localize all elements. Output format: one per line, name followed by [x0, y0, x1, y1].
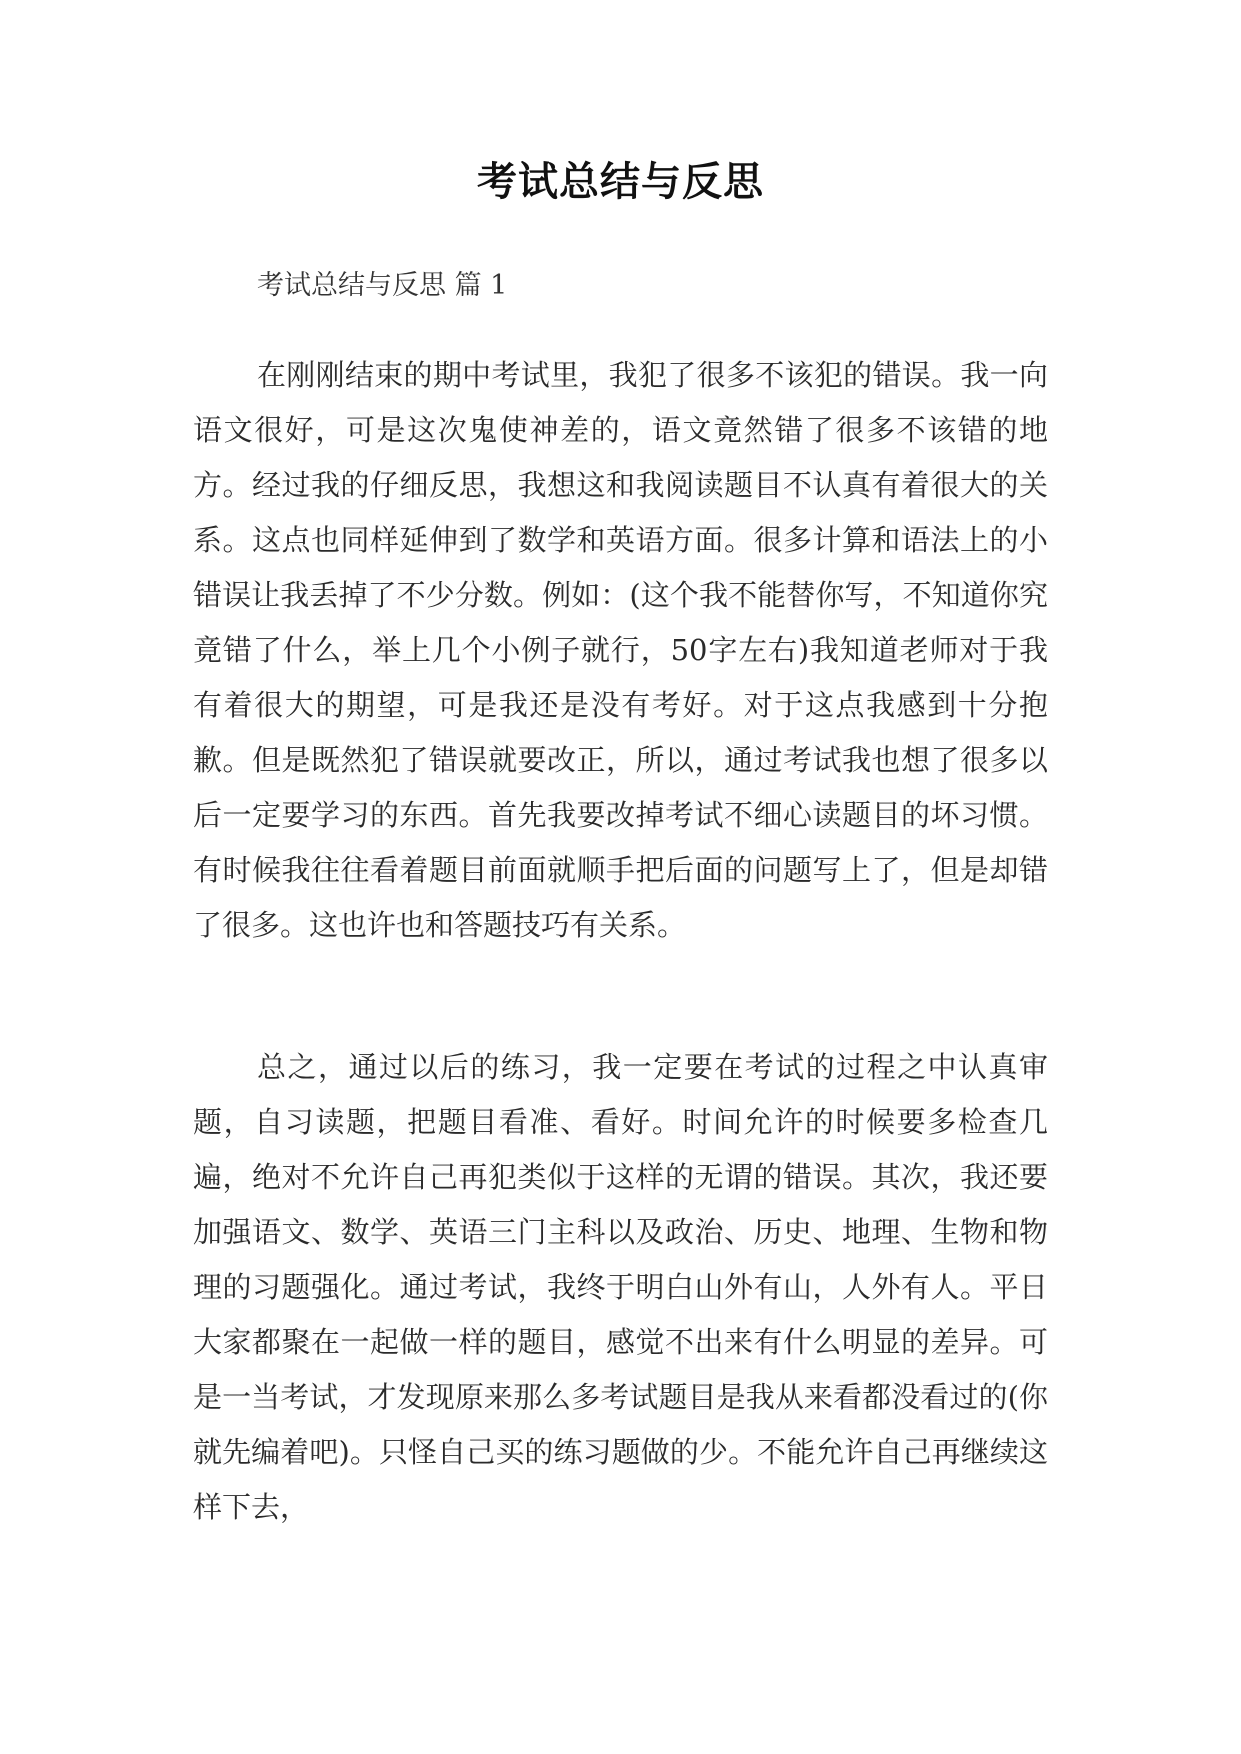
paragraph-1: 在刚刚结束的期中考试里，我犯了很多不该犯的错误。我一向语文很好，可是这次鬼使神差的，语文竟然错了很多不该错的地方。经过我的仔细反思，我想这和我阅读题目不认真有着很大的关系。这点也同样延伸到了数学和英语方面。很多计算和语法上的小错误让我丢掉了不少分数。例如：(这个我不能替你写，不知道你究竟错了什么，举上几个小例子就行，50字左右)我知道老师对于我有着很大的期望，可是我还是没有考好。对于这点我感到十分抱歉。但是既然犯了错误就要改正，所以，通过考试我也想了很多以后一定要学习的东西。首先我要改掉考试不细心读题目的坏习惯。有时候我往往看着题目前面就顺手把后面的问题写上了，但是却错了很多。这也许也和答题技巧有关系。 — [193, 358, 1048, 942]
document-title: 考试总结与反思 — [477, 159, 764, 205]
paragraph-2: 总之，通过以后的练习，我一定要在考试的过程之中认真审题，自习读题，把题目看准、看好。时间允许的时候要多检查几遍，绝对不允许自己再犯类似于这样的无谓的错误。其次，我还要加强语文、数学、英语三门主科以及政治、历史、地理、生物和物理的习题强化。通过考试，我终于明白山外有山，人外有人。平日大家都聚在一起做一样的题目，感觉不出来有什么明显的差异。可是一当考试，才发现原来那么多考试题目是我从来看都没看过的(你就先编着吧)。只怪自己买的练习题做的少。不能允许自己再继续这样下去， — [193, 1050, 1048, 1524]
section-heading: 考试总结与反思 篇 1 — [257, 270, 508, 301]
